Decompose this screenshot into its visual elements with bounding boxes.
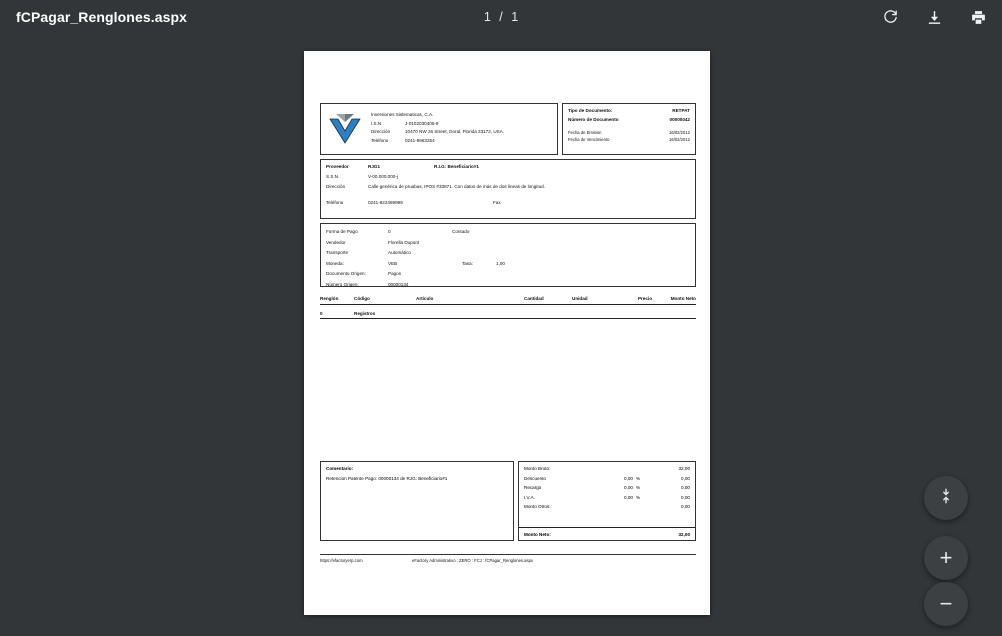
total-label: I.V.A.: [524, 494, 535, 500]
provider-address-label: Dirección: [326, 184, 346, 190]
doc-type-row: [568, 108, 690, 114]
company-logo-icon: [326, 110, 364, 148]
total-row: [524, 495, 690, 500]
provider-address-value: Calle genérica de pruabas, IPOS #33871. Con datos de más de dos lineas de longitud.: [368, 184, 545, 190]
doc-due-value: 16/02/2012: [669, 137, 690, 143]
doc-due-label: Fecha de Vencimiento: [568, 137, 610, 143]
document-footer: [320, 461, 696, 541]
total-row: [524, 476, 690, 481]
cell-monto: [652, 311, 696, 317]
doc-type-value: RETPAT: [672, 108, 690, 113]
invoice-document: [320, 103, 696, 319]
provider-label: Proveedor: [326, 164, 349, 169]
provider-ssn-value: V-00.000.000-j: [368, 174, 398, 180]
company-ssn-row: [371, 121, 552, 127]
provider-fax-value: [519, 200, 644, 206]
payment-numorigen-row: [326, 282, 690, 288]
page-current: 1: [483, 10, 491, 24]
cell-codigo: Registros: [354, 310, 376, 316]
payment-vendedor-row: [326, 240, 690, 246]
company-block: [320, 103, 558, 155]
company-name: Inversiones Sistematicas, C.A.: [371, 111, 434, 117]
payment-moneda-row: [326, 261, 690, 267]
payment-moneda-value: VEB: [388, 260, 398, 266]
provider-fax-label: Fax: [493, 199, 501, 205]
total-row: [524, 466, 690, 471]
payment-docorigen-value: Pagos: [388, 271, 402, 277]
document-meta-block: [562, 103, 696, 155]
payment-docorigen-row: [326, 271, 690, 277]
total-label: Monto Bruto:: [524, 466, 551, 471]
payment-tasa-value: 1,00: [496, 260, 505, 266]
provider-rif: R.I.G: Beneficiario#1: [434, 164, 479, 169]
doc-number-row: [568, 117, 690, 123]
rotate-button[interactable]: [876, 3, 904, 31]
net-total-label: Monto Neto:: [524, 532, 551, 537]
fit-to-page-button[interactable]: [924, 476, 968, 520]
total-row: [524, 485, 690, 490]
provider-ssn-row: [326, 174, 690, 180]
total-value: 0,00: [681, 504, 690, 510]
plus-icon: +: [939, 545, 953, 570]
provider-phone-label: Teléfono: [326, 199, 344, 205]
total-value: 32,00: [678, 466, 690, 471]
zoom-in-button[interactable]: [924, 536, 968, 580]
doc-number-value: 00000042: [669, 116, 690, 122]
comment-text: Retencion Patente Pago: 00000134 de RJG: Beneficiario#1: [326, 476, 448, 481]
download-button[interactable]: [920, 3, 948, 31]
cell-precio: [608, 311, 652, 317]
print-button[interactable]: [964, 3, 992, 31]
payment-transporte-value: Automático: [388, 250, 411, 256]
page-footer: [320, 554, 696, 563]
document-title: fCPagar_Renglones.aspx: [16, 9, 188, 25]
total-value: 0,00: [681, 475, 690, 481]
cell-unidad: [572, 311, 608, 317]
payment-tasa-label: Tasa:: [462, 260, 473, 266]
provider-code: RJG1: [368, 164, 381, 169]
company-address-value: 10470 NW 26 Street, Doral, Florida 33172, USA.: [405, 129, 505, 135]
pdf-page: [304, 51, 710, 615]
total-value: 0,00: [681, 485, 690, 491]
column-articulo: Articulo: [416, 296, 434, 301]
payment-transporte-row: [326, 250, 690, 256]
total-pct: 0,00: [624, 475, 633, 481]
payment-numorigen-label: Número Origen:: [326, 281, 359, 287]
footer-center-text: eFactory Administrativo : ZERO : FCJ : fCPagar_Renglones.aspx: [412, 558, 534, 563]
doc-number-label: Número de Documento: [568, 116, 619, 122]
pdf-toolbar: [0, 0, 1002, 34]
payment-docorigen-label: Documento Origen:: [326, 271, 366, 277]
items-table: [320, 296, 696, 319]
total-row: [524, 504, 690, 509]
payment-numorigen-value: 00000134: [388, 281, 409, 287]
total-pct: 0,00: [624, 485, 633, 491]
column-codigo: Código: [354, 296, 370, 301]
company-address-row: [371, 129, 552, 135]
payment-forma-row: [326, 229, 690, 235]
comment-title: Comentario:: [326, 466, 354, 471]
company-details: [371, 112, 552, 146]
net-total-value: 32,00: [678, 532, 690, 537]
payment-moneda-label: Moneda:: [326, 260, 344, 266]
rotate-icon: [882, 9, 899, 26]
total-pct-symbol: %: [636, 494, 641, 500]
provider-phone-value: 0241-822489999: [368, 199, 403, 205]
download-icon: [926, 9, 943, 26]
column-precio: Precio: [637, 296, 652, 301]
fit-to-page-icon: [937, 485, 955, 511]
total-label: Descuento: [524, 475, 546, 481]
provider-address-row: [326, 184, 690, 190]
footer-url: https://efactoryerp.com: [320, 558, 363, 563]
payment-vendedor-value: Florella Dupont: [388, 239, 420, 245]
document-header: [320, 103, 696, 155]
company-address-label: Dirección: [371, 129, 391, 135]
provider-title-row: [326, 164, 690, 170]
total-value: 0,00: [681, 494, 690, 500]
company-phone-value: 0241-8963254: [405, 137, 435, 143]
zoom-out-button[interactable]: [924, 582, 968, 626]
cell-cantidad: [524, 311, 572, 317]
company-ssn-value: J-0102030405-9: [405, 121, 439, 127]
toolbar-actions: [876, 3, 992, 31]
doc-emission-row: [568, 130, 690, 135]
doc-due-row: [568, 137, 690, 142]
minus-icon: −: [939, 591, 953, 616]
payment-forma-value: Contado: [452, 229, 470, 234]
payment-transporte-label: Transporte: [326, 250, 349, 256]
total-pct-symbol: %: [636, 485, 641, 491]
provider-ssn-label: S.S.N.: [326, 174, 340, 180]
doc-emission-value: 16/02/2012: [669, 130, 690, 136]
cell-renglon: 0: [320, 310, 323, 316]
total-pct-symbol: %: [636, 475, 641, 481]
doc-emission-label: Fecha de Emision: [568, 130, 602, 136]
table-row: [320, 305, 696, 320]
payment-block: [320, 223, 696, 287]
pdf-viewer[interactable]: [0, 34, 1002, 636]
provider-contact-row: [326, 200, 690, 206]
page-total: 1: [511, 10, 519, 24]
column-renglon: Renglón: [320, 296, 339, 301]
total-pct: 0,00: [624, 494, 633, 500]
column-unidad: Unidad: [572, 296, 588, 301]
total-label: Recargo: [524, 485, 542, 491]
column-monto-neto: Monto Neto: [670, 296, 696, 301]
payment-forma-label: Forma de Pago: [326, 229, 358, 234]
page-indicator: [0, 10, 1002, 24]
totals-block: [518, 461, 696, 541]
company-ssn-label: I.S.N.: [371, 121, 383, 127]
total-label: Monto Otros:: [524, 504, 551, 510]
cell-articulo: [416, 311, 524, 317]
company-phone-label: Teléfono: [371, 137, 389, 143]
comment-block: [320, 461, 514, 541]
net-total-row: [519, 527, 695, 540]
page-separator: /: [499, 10, 503, 24]
company-phone-row: [371, 138, 552, 144]
provider-block: [320, 159, 696, 219]
doc-type-label: Tipo de Documento:: [568, 108, 613, 113]
payment-forma-code: 0: [388, 229, 391, 234]
payment-vendedor-label: Vendedor: [326, 239, 346, 245]
column-cantidad: Cantidad: [524, 296, 544, 301]
print-icon: [970, 9, 987, 26]
items-header-row: [320, 296, 696, 305]
